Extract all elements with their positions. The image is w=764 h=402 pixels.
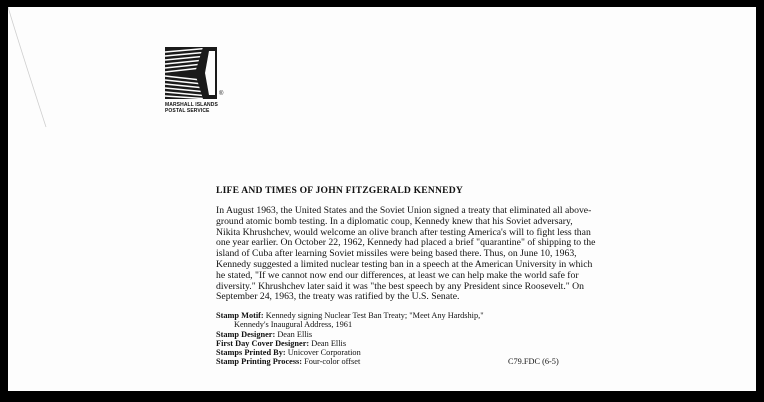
cachet-text-block — [216, 185, 596, 366]
credit-label: Stamp Designer: — [216, 329, 276, 339]
logo-line-2: POSTAL SERVICE — [165, 108, 210, 114]
credit-stamp-motif-cont — [216, 320, 596, 329]
credit-printed-by — [216, 348, 596, 357]
credit-value: Kennedy signing Nuclear Test Ban Treaty; "Meet Any Hardship," — [265, 311, 484, 321]
credit-value: Dean Ellis — [311, 338, 347, 348]
cover-code: C79.FDC (6-5) — [508, 357, 559, 367]
registered-mark: ® — [219, 91, 224, 97]
credit-label: Stamp Motif: — [216, 311, 264, 321]
credit-value: Dean Ellis — [277, 329, 313, 339]
page-title: LIFE AND TIMES OF JOHN FITZGERALD KENNEDY — [216, 185, 464, 196]
credit-value: Unicover Corporation — [287, 347, 361, 357]
credit-label: First Day Cover Designer: — [216, 338, 310, 348]
marshall-islands-logo-icon — [165, 47, 217, 99]
envelope-back — [8, 7, 756, 391]
logo-line-1: MARSHALL ISLANDS — [165, 102, 218, 108]
body-paragraph: In August 1963, the United States and the Soviet Union signed a treaty that eliminated all above-ground atomic bomb testing. In a diplomatic coup, Kennedy knew that his Soviet adversary, Nikita Khrushchev, would welcome an olive branch after testing America's will to fight less than one year earlier. On October 22, 1962, Kennedy had placed a brief "quarantine" of shipping to the island of Cuba after learning Soviet missiles were being based there. Thus, on June 10, 1963, Kennedy suggested a limited nuclear testing ban in a speech at the American University in which he stated, "If we cannot now end our differences, at least we can help make the world safe for diversity." Khrushchev later said it was "the best speech by any President since Roosevelt." On September 24, 1963, the treaty was ratified by the U.S. Senate. — [216, 205, 596, 303]
credit-stamp-motif — [216, 311, 596, 320]
logo-wordmark — [165, 102, 235, 114]
credit-fdc-designer — [216, 339, 596, 348]
credit-value: Four-color offset — [304, 357, 361, 367]
postal-service-logo — [165, 47, 235, 114]
stamp-credits — [216, 311, 596, 366]
credit-stamp-designer — [216, 330, 596, 339]
credit-label: Stamp Printing Process: — [216, 357, 303, 367]
flap-crease-line — [8, 7, 68, 137]
credit-label: Stamps Printed By: — [216, 347, 286, 357]
credit-value: Kennedy's Inaugural Address, 1961 — [234, 320, 353, 330]
